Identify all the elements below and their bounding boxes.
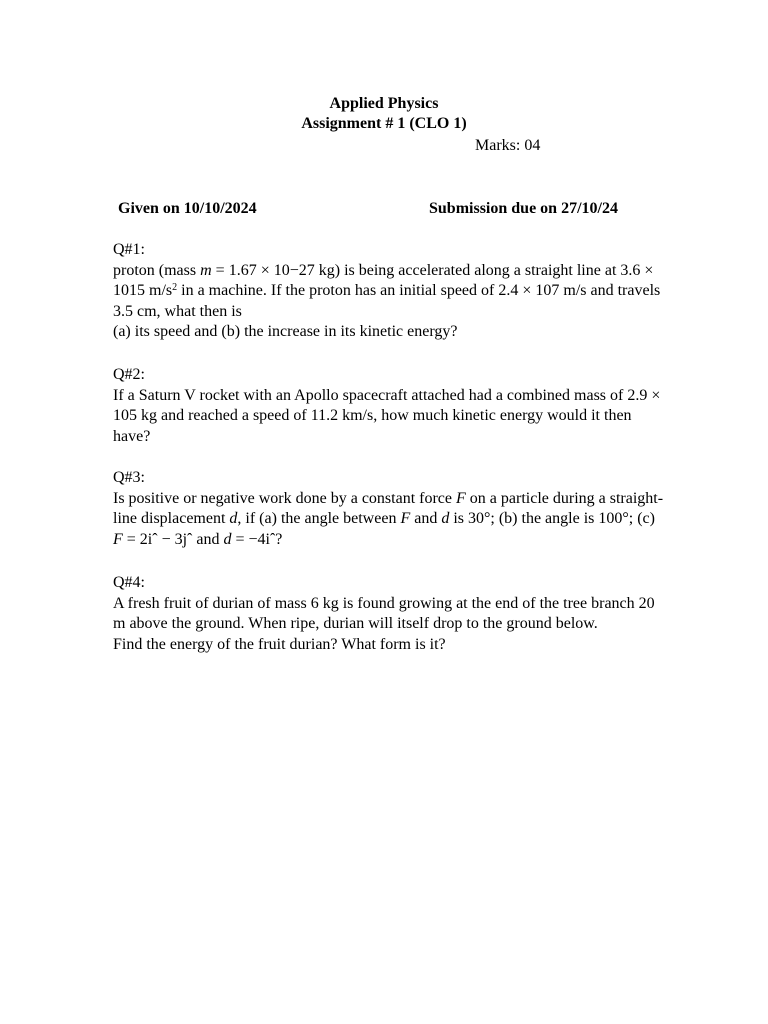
- question-2-label: Q#2:: [113, 366, 145, 383]
- document-title: Applied Physics: [329, 95, 439, 112]
- question-4-text: [113, 594, 723, 656]
- given-date: Given on 10/10/2024: [118, 200, 257, 217]
- question-3-text-part: and: [410, 510, 442, 527]
- question-2-line: 105 kg and reached a speed of 11.2 km/s, how much kinetic energy would it then: [113, 407, 632, 424]
- question-2: [113, 365, 723, 447]
- question-1-label: Q#1:: [113, 241, 145, 258]
- question-3-text-part: , if (a) the angle between: [237, 510, 401, 527]
- force-symbol: F: [456, 489, 466, 507]
- question-3-label: Q#3:: [113, 469, 145, 486]
- question-3: [113, 468, 723, 550]
- question-3-text-part: = 2iˆ − 3jˆ and: [122, 530, 224, 548]
- question-1-text-part: 1015 m/s: [113, 282, 173, 299]
- question-1-text-part: = 1.67 × 10−27 kg) is being accelerated along a straight line at 3.6 ×: [211, 261, 654, 279]
- marks-label: Marks: 04: [475, 137, 541, 154]
- question-1-text-part: in a machine. If the proton has an initial speed of 2.4 × 107 m/s and travels: [177, 282, 661, 299]
- question-1-text-part: 3.5 cm, what then is: [113, 302, 242, 320]
- question-4-line: A fresh fruit of durian of mass 6 kg is found growing at the end of the tree branch 20: [113, 594, 655, 612]
- document-subtitle: Assignment # 1 (CLO 1): [301, 115, 467, 132]
- displacement-symbol: d: [223, 530, 232, 548]
- question-1-text-part: proton (mass: [113, 261, 201, 279]
- submission-due-date: Submission due on 27/10/24: [429, 200, 618, 217]
- question-4-line: m above the ground. When ripe, durian will itself drop to the ground below.: [113, 615, 598, 632]
- question-1: [113, 240, 723, 343]
- question-1-text: [113, 261, 723, 343]
- question-3-text-part: = −4iˆ?: [231, 530, 283, 548]
- question-3-text-part: line displacement: [113, 510, 230, 527]
- question-3-text-part: Is positive or negative work done by a constant force: [113, 489, 457, 507]
- mass-symbol: m: [200, 261, 212, 279]
- question-2-line: If a Saturn V rocket with an Apollo spacecraft attached had a combined mass of 2.9 ×: [113, 386, 661, 404]
- question-2-text: [113, 386, 723, 448]
- displacement-symbol: d: [441, 510, 450, 527]
- question-3-text: [113, 489, 723, 551]
- question-4: [113, 573, 723, 655]
- force-symbol: F: [113, 530, 123, 548]
- question-4-label: Q#4:: [113, 574, 145, 591]
- question-3-text-part: on a particle during a straight-: [465, 489, 664, 507]
- question-2-line: have?: [113, 427, 151, 445]
- question-1-text-part: (a) its speed and (b) the increase in its kinetic energy?: [113, 323, 458, 340]
- displacement-symbol: d: [229, 510, 238, 527]
- question-3-text-part: is 30°; (b) the angle is 100°; (c): [449, 510, 655, 527]
- exponent: 2: [172, 282, 178, 293]
- force-symbol: F: [400, 510, 411, 527]
- question-4-line: Find the energy of the fruit durian? What form is it?: [113, 635, 446, 653]
